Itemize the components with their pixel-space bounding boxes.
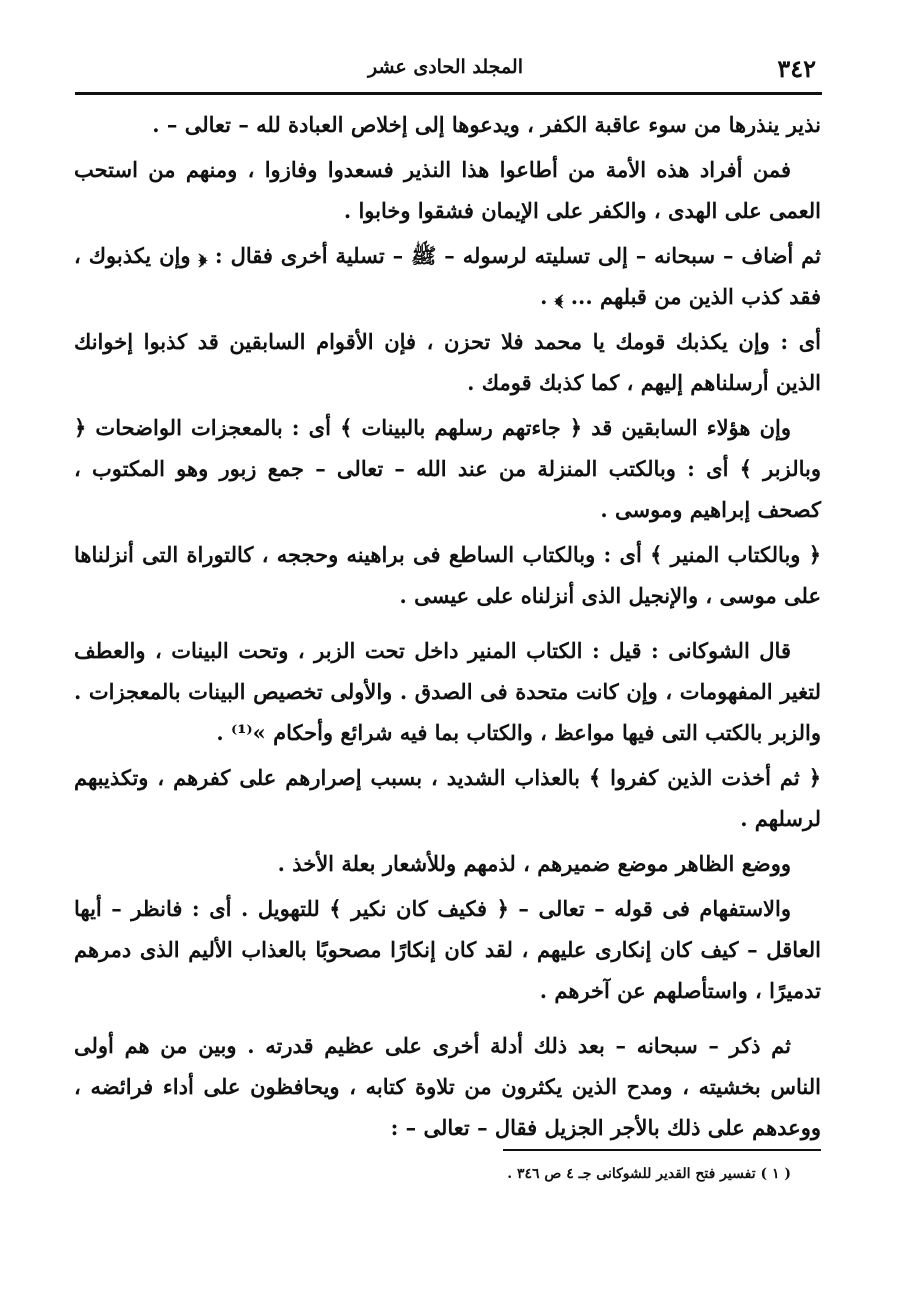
paragraph-2: فمن أفراد هذه الأمة من أطاعوا هذا النذير فسعدوا وفازوا ، ومنهم من استحب العمى على الهدى ، والكفر على الإيمان فشقوا وخابوا . (74, 157, 821, 223)
paragraph-6: ﴿ وبالكتاب المنير ﴾ أى : وبالكتاب الساطع فى براهينه وحججه ، كالتوراة التى أنزلناها على موسى ، والإنجيل الذى أنزلناه على عيسى . (74, 542, 821, 608)
paragraph-10: والاستفهام فى قوله – تعالى – ﴿ فكيف كان نكير ﴾ للتهويل . أى : فانظر – أيها العاقل – كيف كان إنكارى عليهم ، لقد كان إنكارًا مصحوبًا بالعذاب الأليم الذى دمرهم تدميرًا ، واستأصلهم عن آخرهم . (74, 896, 821, 1003)
paragraph-3: ثم أضاف – سبحانه – إلى تسليته لرسوله – ﷺ – تسلية أخرى فقال : ﴿ وإن يكذبوك ، فقد كذب الذين من قبلهم ... ﴾ . (74, 243, 821, 309)
paragraph-5: وإن هؤلاء السابقين قد ﴿ جاءتهم رسلهم بالبينات ﴾ أى : بالمعجزات الواضحات ﴿ وبالزبر ﴾ أى : وبالكتب المنزلة من عند الله – تعالى – جمع زبور وهو المكتوب ، كصحف إبراهيم وموسى . (74, 415, 821, 522)
footnote: ( ١ ) تفسير فتح القدير للشوكانى جـ ٤ ص ٣٤٦ . (507, 1166, 791, 1182)
footnote-rule (503, 1149, 821, 1151)
running-title: المجلد الحادى عشر (367, 56, 524, 78)
body-text (74, 104, 821, 1152)
header-rule (75, 92, 822, 95)
page-number: ٣٤٢ (777, 54, 816, 83)
paragraph-4: أى : وإن يكذبك قومك يا محمد فلا تحزن ، فإن الأقوام السابقين قد كذبوا إخوانك الذين أرسلناهم إليهم ، كما كذبك قومك . (74, 329, 821, 395)
page-header (75, 48, 816, 88)
paragraph-9: ووضع الظاهر موضع ضميرهم ، لذمهم وللأشعار بعلة الأخذ . (277, 851, 791, 876)
paragraph-11: ثم ذكر – سبحانه – بعد ذلك أدلة أخرى على عظيم قدرته . وبين من هم أولى الناس بخشيته ، ومدح الذين يكثرون من تلاوة كتابه ، ويحافظون على أداء فرائضه ، ووعدهم على ذلك بالأجر الجزيل فقال – تعالى – : (74, 1033, 821, 1140)
paragraph-1: نذير ينذرها من سوء عاقبة الكفر ، ويدعوها إلى إخلاص العبادة لله – تعالى – . (152, 112, 821, 137)
paragraph-7: قال الشوكانى : قيل : الكتاب المنير داخل تحت الزبر ، وتحت البينات ، والعطف لتغير المفهومات ، وإن كانت متحدة فى الصدق . والأولى تخصيص البينات بالمعجزات . والزبر بالكتب التى فيها مواعظ ، والكتاب بما فيه شرائع وأحكام »⁽¹⁾ . (74, 638, 821, 745)
paragraph-8: ﴿ ثم أخذت الذين كفروا ﴾ بالعذاب الشديد ، بسبب إصرارهم على كفرهم ، وتكذيبهم لرسلهم . (74, 765, 821, 831)
